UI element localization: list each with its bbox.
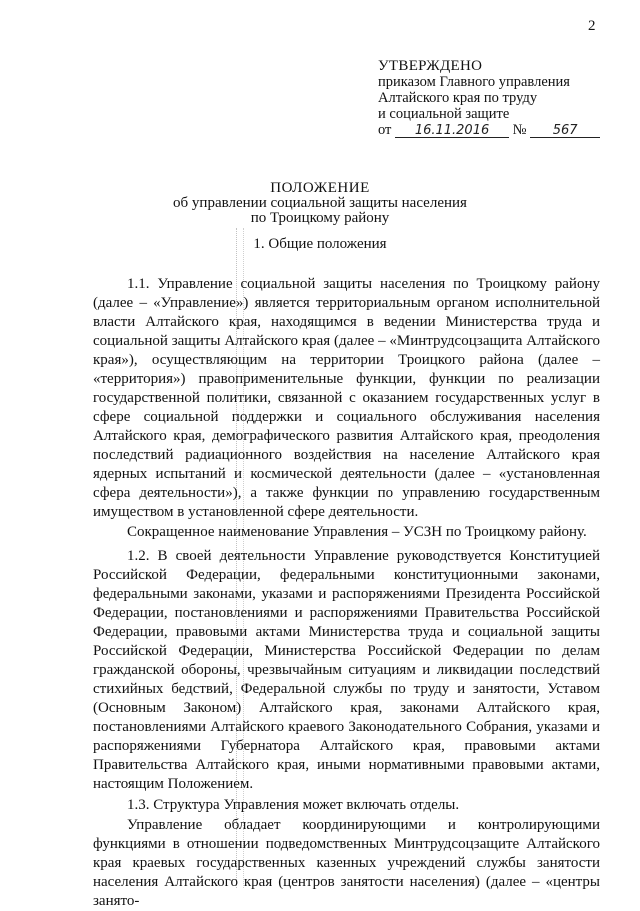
approval-date-handwritten: 16.11.2016 [395, 124, 509, 138]
document-subtitle-line-1: об управлении социальной защиты населения [173, 195, 467, 211]
approval-line-2: Алтайского края по труду [378, 90, 538, 106]
paragraph-short-name: Сокращенное наименование Управления – УСЗН по Троицкому району. [127, 524, 587, 540]
approval-line-1: приказом Главного управления [378, 74, 570, 90]
paragraph-coordination: Управление обладает координирующими и контролирующими функциями в отношении подведомственных Минтрудсоцзащите Алтайского края краевых государственных казенных учреждений службы занятости населения Алтайского края (центров занятости населения) (далее – «центры занято- [93, 817, 600, 909]
page-number: 2 [588, 18, 596, 34]
section-heading: 1. Общие положения [253, 236, 387, 252]
approval-number-prefix: № [512, 122, 527, 138]
document-title-block [0, 181, 640, 226]
document-body [93, 275, 600, 911]
approval-line-3: и социальной защите [378, 106, 510, 122]
approval-heading: УТВЕРЖДЕНО [378, 58, 483, 74]
approval-date-number-line [378, 122, 618, 138]
approval-stamp-block [378, 58, 618, 138]
approval-number-handwritten: 567 [530, 124, 600, 138]
paragraph-1-1: 1.1. Управление социальной защиты населения по Троицкому району (далее – «Управление») является территориальным органом исполнительной власти Алтайского края, находящимся в ведении Министерства труда и социальной защиты Алтайского края (далее – «Минтрудсоцзащита Алтайского края»), осуществляющим на территории Троицкого района (далее – «территория») правоприменительные функции, функции по реализации государственной политики, связанной с оказанием государственных услуг в сфере социальной поддержки и социального обслуживания населения Алтайского края, демографического развития Алтайского края, преодоления последствий радиационного воздействия на население Алтайского края ядерных испытаний и космической деятельности (далее – «установленная сфера деятельности»), а также функции по управлению государственным имуществом в установленной сфере деятельности. [93, 276, 600, 520]
paragraph-1-3: 1.3. Структура Управления может включать отделы. [127, 797, 460, 813]
approval-date-prefix: от [378, 122, 392, 138]
document-title: ПОЛОЖЕНИЕ [270, 180, 370, 196]
paragraph-1-2: 1.2. В своей деятельности Управление руководствуется Конституцией Российской Федерации, федеральными конституционными законами, федеральными законами, указами и распоряжениями Президента Российской Федерации, постановлениями и распоряжениями Правительства Российской Федерации, правовыми актами Министерства труда и социальной защиты Российской Федерации, Министерства Российской Федерации по делам гражданской обороны, чрезвычайным ситуациям и ликвидации последствий стихийных бедствий, Федеральной службы по труду и занятости, Уставом (Основным Законом) Алтайского края, законами Алтайского края, постановлениями Алтайского краевого Законодательного Собрания, указами и распоряжениями Губернатора Алтайского края, правовыми актами Правительства Алтайского края, иными нормативными правовыми актами, настоящим Положением. [93, 548, 600, 792]
document-subtitle-line-2: по Троицкому району [250, 210, 390, 226]
